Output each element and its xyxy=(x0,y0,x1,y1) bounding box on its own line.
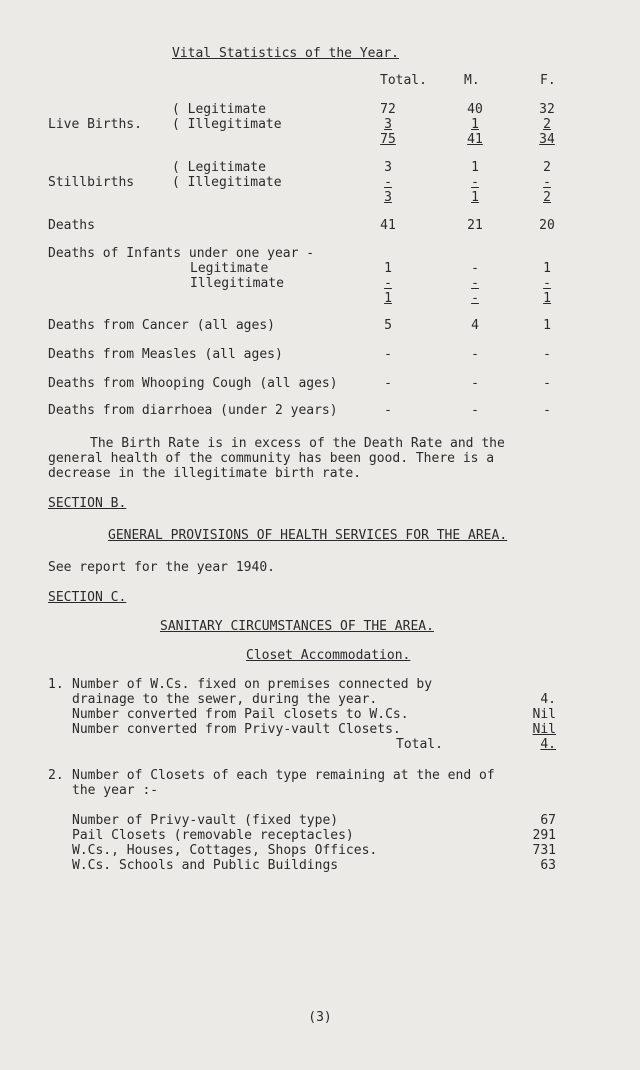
live-births-total: 75 xyxy=(380,132,396,147)
general-provisions-heading: GENERAL PROVISIONS OF HEALTH SERVICES FOR THE AREA. xyxy=(108,528,508,543)
closet-row-label: Number of Privy-vault (fixed type) xyxy=(72,813,339,828)
stillbirths-label: Stillbirths xyxy=(48,175,135,190)
measles-label: Deaths from Measles (all ages) xyxy=(48,347,283,362)
infants-total: 1 xyxy=(384,291,392,306)
item1-value-1: 4. xyxy=(540,692,556,707)
infants-legit-label: Legitimate xyxy=(190,261,269,276)
item1-line-4: Number converted from Privy-vault Closets. xyxy=(72,722,401,737)
item1-line-3: Number converted from Pail closets to W.Cs. xyxy=(72,707,409,722)
stillbirths-illegit-m: - xyxy=(471,175,479,190)
measles-f: - xyxy=(543,347,551,362)
sanitary-heading: SANITARY CIRCUMSTANCES OF THE AREA. xyxy=(160,619,434,634)
item2-line-1: Number of Closets of each type remaining at the end of xyxy=(72,768,495,783)
infants-label: Deaths of Infants under one year - xyxy=(48,246,315,261)
stillbirths-legit-m: 1 xyxy=(471,160,479,175)
item1-value-2: Nil xyxy=(532,707,556,722)
infants-illegit-f: - xyxy=(543,276,551,291)
paragraph-line-2: general health of the community has been good. There is a xyxy=(48,451,495,466)
closet-row-value: 67 xyxy=(540,813,556,828)
infants-illegit-m: - xyxy=(471,276,479,291)
see-report-text: See report for the year 1940. xyxy=(48,560,275,575)
stillbirths-illegit-total: - xyxy=(384,175,392,190)
cancer-total: 5 xyxy=(384,318,392,333)
whooping-f: - xyxy=(543,376,551,391)
deaths-f: 20 xyxy=(539,218,555,233)
section-b-heading: SECTION B. xyxy=(48,496,127,511)
deaths-m: 21 xyxy=(467,218,483,233)
live-births-illegit-f: 2 xyxy=(543,117,551,132)
cancer-m: 4 xyxy=(471,318,479,333)
col-female-header: F. xyxy=(540,73,556,88)
item1-total-value: 4. xyxy=(540,737,556,752)
item1-line-2: drainage to the sewer, during the year. xyxy=(72,692,378,707)
page-title: Vital Statistics of the Year. xyxy=(172,46,399,61)
whooping-total: - xyxy=(384,376,392,391)
paragraph-line-1: The Birth Rate is in excess of the Death Rate and the xyxy=(90,436,505,451)
item1-number: 1. xyxy=(48,677,64,692)
diarrhoea-m: - xyxy=(471,403,479,418)
stillbirths-legit-label: ( Legitimate xyxy=(172,160,266,175)
infants-legit-total: 1 xyxy=(384,261,392,276)
live-births-label: Live Births. xyxy=(48,117,142,132)
paragraph-line-3: decrease in the illegitimate birth rate. xyxy=(48,466,362,481)
stillbirths-illegit-f: - xyxy=(543,175,551,190)
live-births-legit-f: 32 xyxy=(539,102,555,117)
cancer-f: 1 xyxy=(543,318,551,333)
closet-row-value: 731 xyxy=(532,843,556,858)
live-births-legit-label: ( Legitimate xyxy=(172,102,266,117)
stillbirths-total-f: 2 xyxy=(543,190,551,205)
live-births-total-f: 34 xyxy=(539,132,555,147)
measles-m: - xyxy=(471,347,479,362)
closet-row-label: W.Cs., Houses, Cottages, Shops Offices. xyxy=(72,843,378,858)
stillbirths-total: 3 xyxy=(384,190,392,205)
closet-row-label: Pail Closets (removable receptacles) xyxy=(72,828,354,843)
infants-illegit-total: - xyxy=(384,276,392,291)
deaths-label: Deaths xyxy=(48,218,95,233)
item1-value-3: Nil xyxy=(532,722,556,737)
live-births-legit-total: 72 xyxy=(380,102,396,117)
col-male-header: M. xyxy=(464,73,480,88)
live-births-illegit-m: 1 xyxy=(471,117,479,132)
whooping-m: - xyxy=(471,376,479,391)
closet-row-label: W.Cs. Schools and Public Buildings xyxy=(72,858,339,873)
stillbirths-total-m: 1 xyxy=(471,190,479,205)
live-births-total-m: 41 xyxy=(467,132,483,147)
infants-legit-m: - xyxy=(471,261,479,276)
whooping-label: Deaths from Whooping Cough (all ages) xyxy=(48,376,338,391)
deaths-total: 41 xyxy=(380,218,396,233)
stillbirths-illegit-label: ( Illegitimate xyxy=(172,175,282,190)
col-total-header: Total. xyxy=(380,73,427,88)
item1-line-1: Number of W.Cs. fixed on premises connected by xyxy=(72,677,433,692)
item2-line-2: the year :- xyxy=(72,783,159,798)
live-births-legit-m: 40 xyxy=(467,102,483,117)
stillbirths-legit-f: 2 xyxy=(543,160,551,175)
diarrhoea-f: - xyxy=(543,403,551,418)
item2-number: 2. xyxy=(48,768,64,783)
live-births-illegit-label: ( Illegitimate xyxy=(172,117,282,132)
diarrhoea-label: Deaths from diarrhoea (under 2 years) xyxy=(48,403,338,418)
section-c-heading: SECTION C. xyxy=(48,590,127,605)
diarrhoea-total: - xyxy=(384,403,392,418)
infants-total-m: - xyxy=(471,291,479,306)
infants-illegit-label: Illegitimate xyxy=(190,276,284,291)
closet-row-value: 63 xyxy=(540,858,556,873)
measles-total: - xyxy=(384,347,392,362)
infants-legit-f: 1 xyxy=(543,261,551,276)
closet-row-value: 291 xyxy=(532,828,556,843)
infants-total-f: 1 xyxy=(543,291,551,306)
page-number: (3) xyxy=(308,1010,332,1025)
live-births-illegit-total: 3 xyxy=(384,117,392,132)
closet-heading: Closet Accommodation. xyxy=(246,648,411,663)
cancer-label: Deaths from Cancer (all ages) xyxy=(48,318,275,333)
stillbirths-legit-total: 3 xyxy=(384,160,392,175)
item1-total-label: Total. xyxy=(396,737,443,752)
